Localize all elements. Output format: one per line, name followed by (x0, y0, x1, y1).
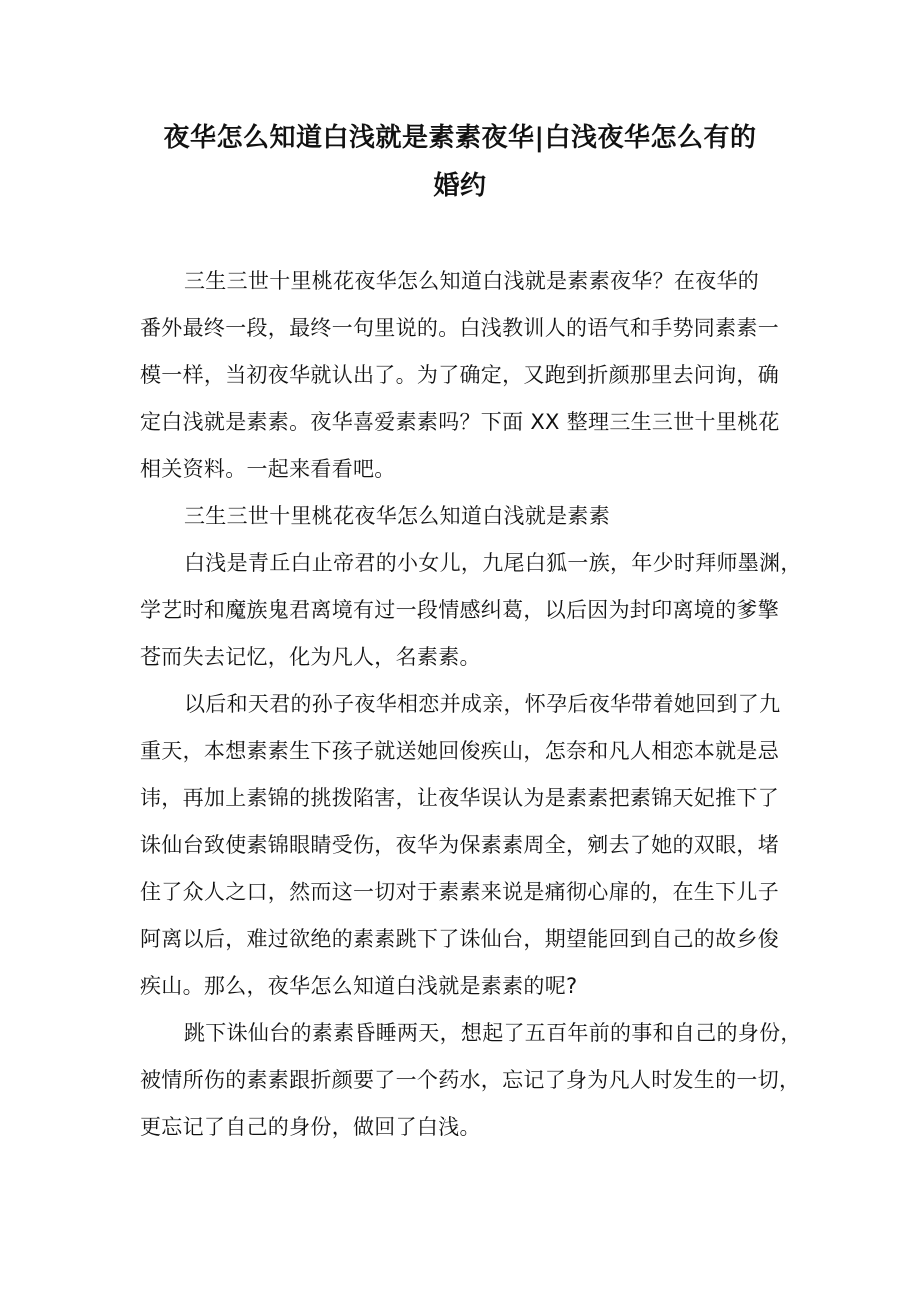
text-line: 番外最终一段，最终一句里说的。白浅教训人的语气和手势同素素一 (140, 316, 779, 340)
document-title (100, 114, 820, 210)
text-line: 重天，本想素素生下孩子就送她回俊疾山，怎奈和凡人相恋本就是忌 (140, 739, 779, 763)
text-line: 阿离以后，难过欲绝的素素跳下了诛仙台，期望能回到自己的故乡俊 (140, 927, 779, 951)
text-line: 三生三世十里桃花夜华怎么知道白浅就是素素 (184, 504, 610, 528)
text-line: 跳下诛仙台的素素昏睡两天，想起了五百年前的事和自己的身份， (184, 1021, 802, 1045)
text-line: 住了众人之口，然而这一切对于素素来说是痛彻心扉的，在生下儿子 (140, 880, 779, 904)
text-line: 相关资料。一起来看看吧。 (140, 457, 396, 481)
text-line: 模一样，当初夜华就认出了。为了确定，又跑到折颜那里去问询，确 (140, 363, 779, 387)
text-line: 定白浅就是素素。夜华喜爱素素吗？下面 XX 整理三生三世十里桃花 (140, 410, 780, 434)
text-line: 学艺时和魔族鬼君离境有过一段情感纠葛，以后因为封印离境的爹擎 (140, 598, 779, 622)
text-line: 疾山。那么，夜华怎么知道白浅就是素素的呢? (140, 974, 578, 998)
text-line: 以后和天君的孙子夜华相恋并成亲，怀孕后夜华带着她回到了九 (184, 692, 781, 716)
text-line: 苍而失去记忆，化为凡人，名素素。 (140, 645, 481, 669)
text-line: 讳，再加上素锦的挑拨陷害，让夜华误认为是素素把素锦天妃推下了 (140, 786, 779, 810)
text-line: 被情所伤的素素跟折颜要了一个药水，忘记了身为凡人时发生的一切， (140, 1068, 801, 1092)
document-body (140, 258, 802, 1151)
text-line: 三生三世十里桃花夜华怎么知道白浅就是素素夜华？在夜华的 (184, 269, 760, 293)
title-line-2: 婚约 (433, 171, 487, 201)
text-line: 诛仙台致使素锦眼睛受伤，夜华为保素素周全，剜去了她的双眼，堵 (140, 833, 779, 857)
title-line-1: 夜华怎么知道白浅就是素素夜华|白浅夜华怎么有的 (163, 123, 757, 153)
text-line: 白浅是青丘白止帝君的小女儿，九尾白狐一族，年少时拜师墨渊， (184, 551, 802, 575)
text-line: 更忘记了自己的身份，做回了白浅。 (140, 1115, 481, 1139)
